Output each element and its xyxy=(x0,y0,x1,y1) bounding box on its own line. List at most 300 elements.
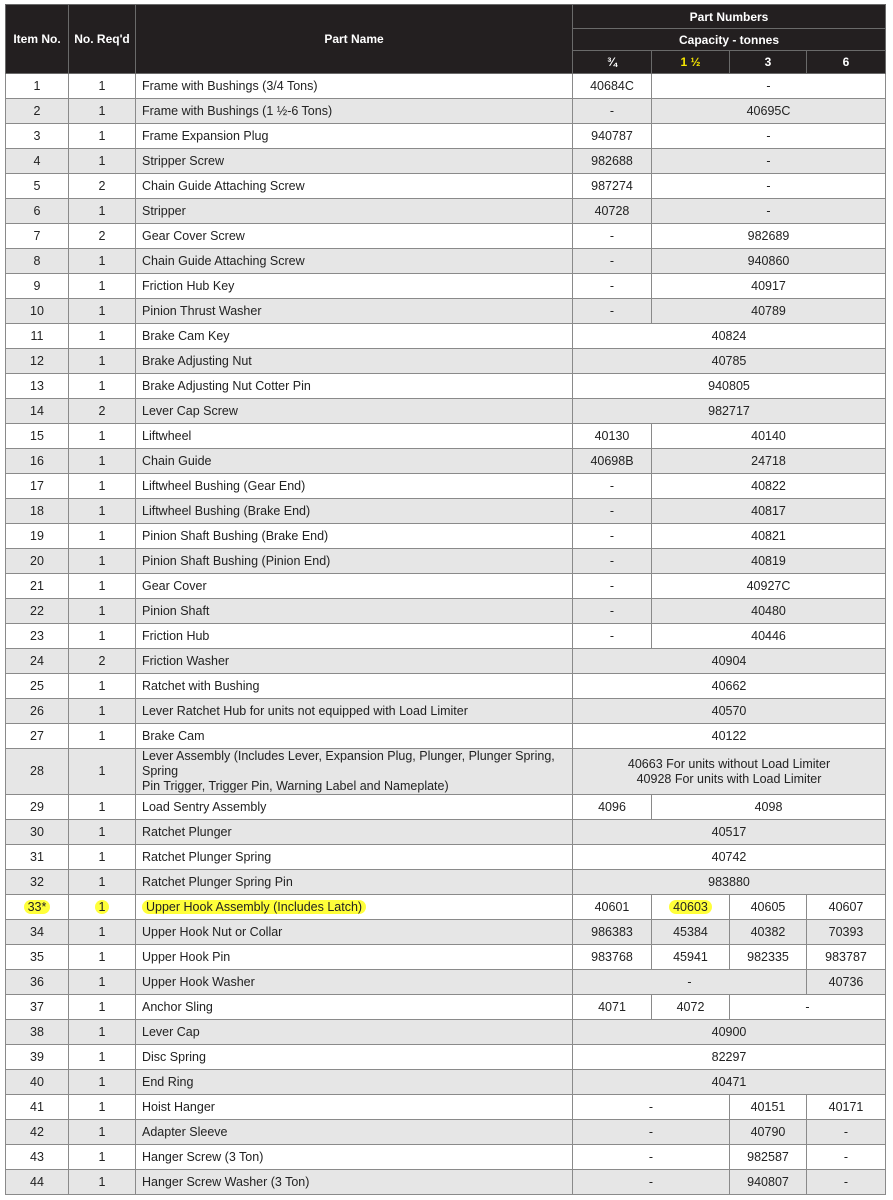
part-number-cell xyxy=(652,99,886,124)
qty-cell xyxy=(69,995,136,1020)
item-no: 43 xyxy=(30,1150,44,1164)
qty-cell xyxy=(69,374,136,399)
part-number-cell xyxy=(573,224,652,249)
table-row xyxy=(6,74,886,99)
qty-required: 1 xyxy=(98,1150,106,1164)
part-number: - xyxy=(766,204,771,218)
part-number-cell xyxy=(573,74,652,99)
part-name-cell xyxy=(136,224,573,249)
part-name-cell xyxy=(136,1020,573,1045)
table-row xyxy=(6,1145,886,1170)
part-number-cell xyxy=(652,224,886,249)
qty-cell xyxy=(69,1145,136,1170)
part-number: 40736 xyxy=(828,975,864,989)
part-number-cell xyxy=(573,99,652,124)
part-name: Pinion Shaft Bushing (Pinion End) xyxy=(142,554,331,568)
part-name: Stripper Screw xyxy=(142,154,224,168)
qty-cell xyxy=(69,945,136,970)
part-name: Brake Adjusting Nut Cotter Pin xyxy=(142,379,311,393)
part-number: 982688 xyxy=(591,154,633,168)
qty-required: 1 xyxy=(98,579,106,593)
table-row xyxy=(6,274,886,299)
part-number-cell xyxy=(573,274,652,299)
item-no: 39 xyxy=(30,1050,44,1064)
part-number-cell xyxy=(652,920,730,945)
item-no: 35 xyxy=(30,950,44,964)
part-number-cell xyxy=(652,299,886,324)
item-no: 15 xyxy=(30,429,44,443)
part-name-cell xyxy=(136,124,573,149)
qty-required: 1 xyxy=(98,925,106,939)
part-number: 40662 xyxy=(711,679,747,693)
part-number-cell xyxy=(730,995,886,1020)
item-no-cell xyxy=(6,724,69,749)
item-no: 44 xyxy=(30,1175,44,1189)
part-number-cell xyxy=(573,870,886,895)
part-name: Hoist Hanger xyxy=(142,1100,215,1114)
part-name: Hanger Screw (3 Ton) xyxy=(142,1150,264,1164)
parts-table-container xyxy=(5,4,873,1195)
part-number: - xyxy=(766,129,771,143)
item-no: 13 xyxy=(30,379,44,393)
part-number-cell xyxy=(573,995,652,1020)
part-number-cell xyxy=(730,1095,807,1120)
part-number-cell xyxy=(807,970,886,995)
part-number: 940860 xyxy=(747,254,790,268)
part-name: Stripper xyxy=(142,204,186,218)
part-number-cell xyxy=(573,374,886,399)
part-number-cell xyxy=(730,895,807,920)
item-no-cell xyxy=(6,895,69,920)
part-number: 4096 xyxy=(598,800,626,814)
part-number: 40785 xyxy=(711,354,747,368)
part-name-cell xyxy=(136,724,573,749)
qty-required: 1 xyxy=(98,154,106,168)
item-no-cell xyxy=(6,1120,69,1145)
part-name: Lever Cap Screw xyxy=(142,404,238,418)
part-name-cell xyxy=(136,99,573,124)
part-name: Pinion Shaft xyxy=(142,604,210,618)
part-number: 940807 xyxy=(747,1175,789,1189)
table-row xyxy=(6,970,886,995)
part-number-cell xyxy=(573,249,652,274)
part-name-cell xyxy=(136,449,573,474)
qty-required: 1 xyxy=(98,529,106,543)
part-name: Lever Cap xyxy=(142,1025,200,1039)
part-name-cell xyxy=(136,624,573,649)
part-number: 40684C xyxy=(590,79,634,93)
qty-required: 1 xyxy=(98,79,106,93)
part-name: Adapter Sleeve xyxy=(142,1125,228,1139)
qty-required: 1 xyxy=(98,1050,106,1064)
part-number-cell xyxy=(807,895,886,920)
item-no-cell xyxy=(6,1145,69,1170)
part-number: 982587 xyxy=(747,1150,789,1164)
qty-required: 2 xyxy=(98,404,106,418)
item-no: 40 xyxy=(30,1075,44,1089)
table-row xyxy=(6,524,886,549)
part-number-cell xyxy=(573,624,652,649)
item-no: 6 xyxy=(33,204,41,218)
qty-cell xyxy=(69,399,136,424)
qty-cell xyxy=(69,274,136,299)
part-number: - xyxy=(766,79,771,93)
item-no-cell xyxy=(6,149,69,174)
part-number: 40480 xyxy=(751,604,786,618)
part-number-cell xyxy=(573,795,652,820)
part-number-cell xyxy=(573,1070,886,1095)
part-number: - xyxy=(648,1125,654,1139)
table-row xyxy=(6,174,886,199)
qty-cell xyxy=(69,699,136,724)
part-number: 987274 xyxy=(591,179,633,193)
table-row xyxy=(6,870,886,895)
item-no: 31 xyxy=(30,850,44,864)
part-name: Upper Hook Washer xyxy=(142,975,255,989)
part-number-cell xyxy=(807,1145,886,1170)
part-number: - xyxy=(609,579,615,593)
part-number: 40917 xyxy=(751,279,786,293)
item-no: 4 xyxy=(33,154,41,168)
item-no: 10 xyxy=(30,304,44,318)
table-row xyxy=(6,324,886,349)
part-number: 940787 xyxy=(591,129,633,143)
part-number-cell xyxy=(652,624,886,649)
part-number-line: 40928 For units with Load Limiter xyxy=(636,771,822,786)
item-no-cell xyxy=(6,1070,69,1095)
table-row xyxy=(6,399,886,424)
table-row xyxy=(6,920,886,945)
qty-required: 1 xyxy=(98,704,106,718)
table-row xyxy=(6,249,886,274)
table-row xyxy=(6,749,886,795)
part-number: 40140 xyxy=(751,429,786,443)
part-number-cell xyxy=(652,474,886,499)
item-no: 28 xyxy=(30,764,44,778)
part-number-cell xyxy=(652,524,886,549)
part-number: 40819 xyxy=(751,554,786,568)
part-name-cell xyxy=(136,970,573,995)
part-number-cell xyxy=(573,674,886,699)
qty-required: 1 xyxy=(98,975,106,989)
table-row xyxy=(6,199,886,224)
part-number: 40698B xyxy=(590,454,634,468)
part-name-cell xyxy=(136,474,573,499)
part-name: Friction Hub Key xyxy=(142,279,235,293)
qty-required: 2 xyxy=(98,229,106,243)
header-no-reqd: No. Req'd xyxy=(69,5,136,74)
item-no: 1 xyxy=(33,79,41,93)
qty-required: 1 xyxy=(98,329,106,343)
part-name: Brake Cam Key xyxy=(142,329,230,343)
qty-required: 1 xyxy=(98,504,106,518)
part-name-cell xyxy=(136,1070,573,1095)
qty-cell xyxy=(69,149,136,174)
qty-cell xyxy=(69,845,136,870)
item-no-cell xyxy=(6,995,69,1020)
qty-cell xyxy=(69,549,136,574)
qty-cell xyxy=(69,474,136,499)
item-no-cell xyxy=(6,449,69,474)
part-number: 40122 xyxy=(711,729,747,743)
part-name-cell xyxy=(136,524,573,549)
item-no-cell xyxy=(6,599,69,624)
item-no-cell xyxy=(6,274,69,299)
part-number: - xyxy=(609,279,615,293)
part-number-cell xyxy=(573,1120,730,1145)
header-capacity: Capacity - tonnes xyxy=(573,29,886,51)
qty-cell xyxy=(69,324,136,349)
table-row xyxy=(6,1045,886,1070)
part-number: 45941 xyxy=(673,950,708,964)
part-number: 70393 xyxy=(828,925,864,939)
part-name-cell xyxy=(136,324,573,349)
item-no-cell xyxy=(6,549,69,574)
part-number: 40603 xyxy=(669,900,712,914)
header-cap-three-quarter: ¾ xyxy=(573,51,652,74)
part-name-cell xyxy=(136,374,573,399)
item-no-cell xyxy=(6,424,69,449)
part-number-cell xyxy=(573,1095,730,1120)
table-row xyxy=(6,224,886,249)
table-row xyxy=(6,474,886,499)
part-number-cell xyxy=(573,549,652,574)
table-row xyxy=(6,1095,886,1120)
qty-cell xyxy=(69,299,136,324)
part-name: Frame with Bushings (1 ½-6 Tons) xyxy=(142,104,333,118)
table-body xyxy=(6,74,886,1195)
item-no-cell xyxy=(6,524,69,549)
part-number: 40151 xyxy=(750,1100,786,1114)
part-number-cell xyxy=(573,920,652,945)
qty-cell xyxy=(69,499,136,524)
part-name-cell xyxy=(136,845,573,870)
item-no: 8 xyxy=(33,254,41,268)
qty-required: 1 xyxy=(98,454,106,468)
table-row xyxy=(6,699,886,724)
part-name-cell xyxy=(136,820,573,845)
item-no: 20 xyxy=(30,554,44,568)
item-no-cell xyxy=(6,399,69,424)
qty-cell xyxy=(69,1070,136,1095)
qty-cell xyxy=(69,674,136,699)
part-number-cell xyxy=(573,174,652,199)
qty-required: 1 xyxy=(98,429,106,443)
item-no-cell xyxy=(6,870,69,895)
part-number: - xyxy=(766,179,771,193)
qty-required: 1 xyxy=(98,379,106,393)
table-row xyxy=(6,499,886,524)
table-row xyxy=(6,1120,886,1145)
item-no-cell xyxy=(6,1095,69,1120)
part-name-cell xyxy=(136,249,573,274)
qty-cell xyxy=(69,1020,136,1045)
part-number: 983768 xyxy=(591,950,633,964)
header-cap-one-half: 1 ½ xyxy=(652,51,730,74)
part-number-cell xyxy=(573,524,652,549)
part-name-cell xyxy=(136,895,573,920)
item-no: 37 xyxy=(30,1000,44,1014)
table-row xyxy=(6,449,886,474)
item-no-cell xyxy=(6,970,69,995)
table-row xyxy=(6,1070,886,1095)
qty-required: 1 xyxy=(98,479,106,493)
part-number-cell xyxy=(573,574,652,599)
part-number: 40446 xyxy=(751,629,786,643)
part-number: - xyxy=(609,529,615,543)
part-number: 40601 xyxy=(594,900,630,914)
item-no: 27 xyxy=(30,729,44,743)
part-name: Liftwheel xyxy=(142,429,192,443)
qty-cell xyxy=(69,870,136,895)
qty-required: 1 xyxy=(98,950,106,964)
part-name: Load Sentry Assembly xyxy=(142,800,267,814)
item-no-cell xyxy=(6,1020,69,1045)
item-no-cell xyxy=(6,499,69,524)
item-no: 36 xyxy=(30,975,44,989)
part-number: - xyxy=(648,1175,654,1189)
part-number-cell xyxy=(652,424,886,449)
part-number-cell xyxy=(573,970,807,995)
table-row xyxy=(6,845,886,870)
part-number: 40821 xyxy=(751,529,786,543)
qty-required: 2 xyxy=(98,654,106,668)
part-name-cell xyxy=(136,945,573,970)
part-name: Frame with Bushings (3/4 Tons) xyxy=(142,79,318,93)
part-number-cell xyxy=(573,1145,730,1170)
part-number-cell xyxy=(652,124,886,149)
table-row xyxy=(6,649,886,674)
part-number: - xyxy=(609,254,615,268)
part-number-cell xyxy=(573,749,886,795)
item-no: 23 xyxy=(30,629,44,643)
part-name-cell xyxy=(136,599,573,624)
part-number-cell xyxy=(730,1170,807,1195)
qty-required: 1 xyxy=(95,900,110,914)
part-number: - xyxy=(687,975,692,989)
part-number: 40695C xyxy=(746,104,791,118)
part-name-cell xyxy=(136,870,573,895)
qty-cell xyxy=(69,424,136,449)
table-row xyxy=(6,124,886,149)
qty-required: 1 xyxy=(98,629,106,643)
qty-required: 1 xyxy=(98,204,106,218)
part-name-cell xyxy=(136,349,573,374)
qty-cell xyxy=(69,74,136,99)
item-no-cell xyxy=(6,945,69,970)
qty-cell xyxy=(69,124,136,149)
item-no-cell xyxy=(6,749,69,795)
table-row xyxy=(6,424,886,449)
qty-cell xyxy=(69,895,136,920)
part-number: 40382 xyxy=(750,925,786,939)
item-no-cell xyxy=(6,920,69,945)
part-number: 40607 xyxy=(828,900,864,914)
part-number: 40904 xyxy=(711,654,747,668)
part-name-cell xyxy=(136,1120,573,1145)
part-number-cell xyxy=(573,399,886,424)
part-name: Ratchet with Bushing xyxy=(142,679,260,693)
qty-required: 1 xyxy=(98,875,106,889)
qty-cell xyxy=(69,224,136,249)
item-no: 18 xyxy=(30,504,44,518)
part-name-cell xyxy=(136,795,573,820)
qty-required: 1 xyxy=(98,1125,106,1139)
part-number: - xyxy=(609,504,615,518)
item-no-cell xyxy=(6,474,69,499)
part-number-cell xyxy=(807,1120,886,1145)
part-number-cell xyxy=(573,324,886,349)
item-no-cell xyxy=(6,224,69,249)
part-name-cell xyxy=(136,574,573,599)
item-no: 7 xyxy=(33,229,41,243)
qty-cell xyxy=(69,174,136,199)
qty-cell xyxy=(69,99,136,124)
part-number: - xyxy=(609,554,615,568)
qty-required: 1 xyxy=(98,254,106,268)
part-number-cell xyxy=(807,920,886,945)
qty-cell xyxy=(69,599,136,624)
item-no-cell xyxy=(6,820,69,845)
item-no: 33* xyxy=(24,900,51,914)
table-row xyxy=(6,549,886,574)
part-number-line: 40663 For units without Load Limiter xyxy=(627,756,831,771)
part-name: Friction Hub xyxy=(142,629,210,643)
part-number: 40728 xyxy=(594,204,630,218)
qty-cell xyxy=(69,1120,136,1145)
part-name: Gear Cover Screw xyxy=(142,229,245,243)
part-number-cell xyxy=(730,920,807,945)
table-row xyxy=(6,1020,886,1045)
part-number-cell xyxy=(573,895,652,920)
part-number-cell xyxy=(573,599,652,624)
part-number: - xyxy=(843,1175,849,1189)
item-no-cell xyxy=(6,795,69,820)
item-no-cell xyxy=(6,99,69,124)
part-number-cell xyxy=(573,1020,886,1045)
part-number-cell xyxy=(573,724,886,749)
item-no: 14 xyxy=(30,404,44,418)
part-number-cell xyxy=(573,1170,730,1195)
qty-cell xyxy=(69,749,136,795)
qty-cell xyxy=(69,524,136,549)
part-number-cell xyxy=(652,449,886,474)
qty-required: 1 xyxy=(98,554,106,568)
part-name-cell xyxy=(136,1095,573,1120)
part-name: Friction Washer xyxy=(142,654,230,668)
item-no: 30 xyxy=(30,825,44,839)
qty-required: 1 xyxy=(98,1075,106,1089)
table-row xyxy=(6,149,886,174)
part-name: Chain Guide xyxy=(142,454,212,468)
item-no-cell xyxy=(6,249,69,274)
part-name: Upper Hook Pin xyxy=(142,950,231,964)
item-no: 3 xyxy=(33,129,41,143)
part-number: - xyxy=(609,479,615,493)
qty-cell xyxy=(69,449,136,474)
part-number: 982717 xyxy=(708,404,750,418)
qty-cell xyxy=(69,649,136,674)
qty-cell xyxy=(69,1095,136,1120)
item-no: 25 xyxy=(30,679,44,693)
part-name-cell xyxy=(136,1045,573,1070)
part-number: 40471 xyxy=(711,1075,747,1089)
part-name-cell xyxy=(136,699,573,724)
item-no-cell xyxy=(6,349,69,374)
part-name: Ratchet Plunger Spring Pin xyxy=(142,875,293,889)
item-no-cell xyxy=(6,574,69,599)
item-no-cell xyxy=(6,74,69,99)
